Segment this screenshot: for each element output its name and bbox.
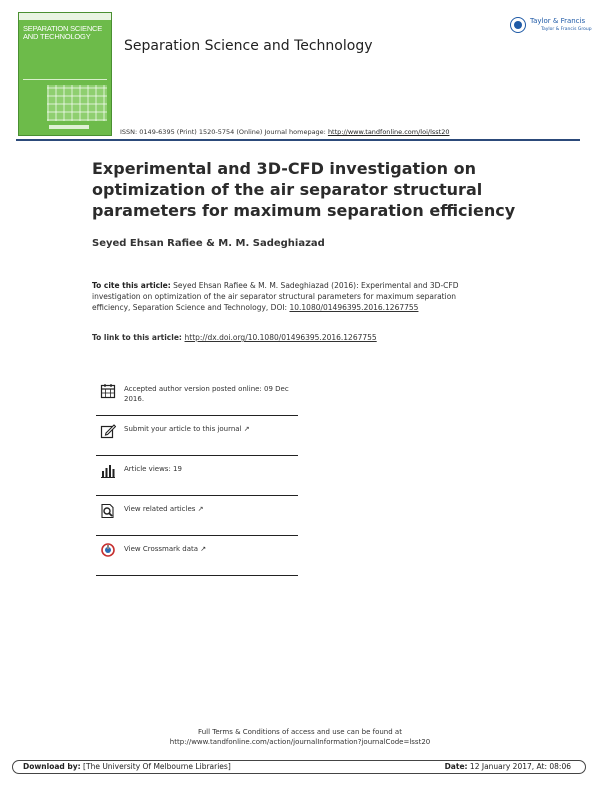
cover-graphic xyxy=(47,85,107,121)
citation-text: Seyed Ehsan Rafiee & M. M. Sadeghiazad (2016): Experimental and 3D-CFD investigation on optimization of the air separator structural parameters for maximum separation efficiency, Separation Science and Technology, DOI: xyxy=(92,281,459,312)
download-date-value: 12 January 2017, At: 08:06 xyxy=(467,762,571,771)
publisher-logo-icon xyxy=(510,17,526,33)
magnifier-icon xyxy=(100,503,116,519)
terms-line: Full Terms & Conditions of access and use can be found at xyxy=(198,728,402,736)
publisher-logo[interactable] xyxy=(510,16,592,38)
accepted-date-text: Accepted author version posted online: 09 Dec 2016. xyxy=(124,385,289,403)
download-by-label: Download by: xyxy=(23,762,81,771)
download-info-bar xyxy=(12,760,586,774)
article-doi-url[interactable]: http://dx.doi.org/10.1080/01496395.2016.1267755 xyxy=(184,333,377,342)
crossmark-icon xyxy=(100,543,116,559)
calendar-icon xyxy=(100,383,116,399)
terms-url[interactable]: http://www.tandfonline.com/action/journalInformation?journalCode=lsst20 xyxy=(169,738,431,746)
download-by-value: [The University Of Melbourne Libraries] xyxy=(80,762,231,771)
article-link-row xyxy=(92,333,377,342)
list-item-related[interactable] xyxy=(96,496,298,536)
cover-top-band xyxy=(19,13,111,20)
cover-divider xyxy=(23,79,107,80)
crossmark-link[interactable]: View Crossmark data ↗ xyxy=(124,545,207,553)
citation-block xyxy=(92,280,472,313)
edit-icon xyxy=(100,423,116,439)
bar-chart-icon xyxy=(100,463,116,479)
doi-link[interactable]: 10.1080/01496395.2016.1267755 xyxy=(289,303,419,312)
related-articles-link[interactable]: View related articles ↗ xyxy=(124,505,204,513)
cover-publisher-mark xyxy=(49,125,89,129)
journal-homepage-link[interactable]: http://www.tandfonline.com/loi/lsst20 xyxy=(327,128,450,136)
article-link-label: To link to this article: xyxy=(92,333,185,342)
list-item-accepted xyxy=(96,376,298,416)
submit-article-link[interactable]: Submit your article to this journal ↗ xyxy=(124,425,250,433)
list-item-submit[interactable] xyxy=(96,416,298,456)
download-date-label: Date: xyxy=(444,762,468,771)
citation-label: To cite this article: xyxy=(92,281,171,290)
publisher-logo-sub: Taylor & Francis Group xyxy=(541,27,592,32)
journal-name: Separation Science and Technology xyxy=(124,38,373,54)
article-title: Experimental and 3D-CFD investigation on optimization of the air separator structural parameters for maximum separation efficiency xyxy=(92,159,516,220)
article-authors: Seyed Ehsan Rafiee & M. M. Sadeghiazad xyxy=(92,238,325,249)
issn-text: ISSN: 0149-6395 (Print) 1520-5754 (Online) Journal homepage: xyxy=(120,128,328,136)
journal-cover-image xyxy=(18,12,112,136)
header-divider xyxy=(16,139,580,141)
article-info-list xyxy=(96,376,298,576)
terms-notice xyxy=(0,727,600,747)
cover-title: SEPARATION SCIENCE AND TECHNOLOGY xyxy=(23,24,103,41)
issn-line xyxy=(120,128,449,136)
download-date xyxy=(445,762,571,771)
article-views-text: Article views: 19 xyxy=(124,465,182,473)
download-by xyxy=(23,762,231,771)
list-item-views xyxy=(96,456,298,496)
list-item-crossmark[interactable] xyxy=(96,536,298,576)
publisher-logo-brand: Taylor & Francis xyxy=(530,17,586,25)
